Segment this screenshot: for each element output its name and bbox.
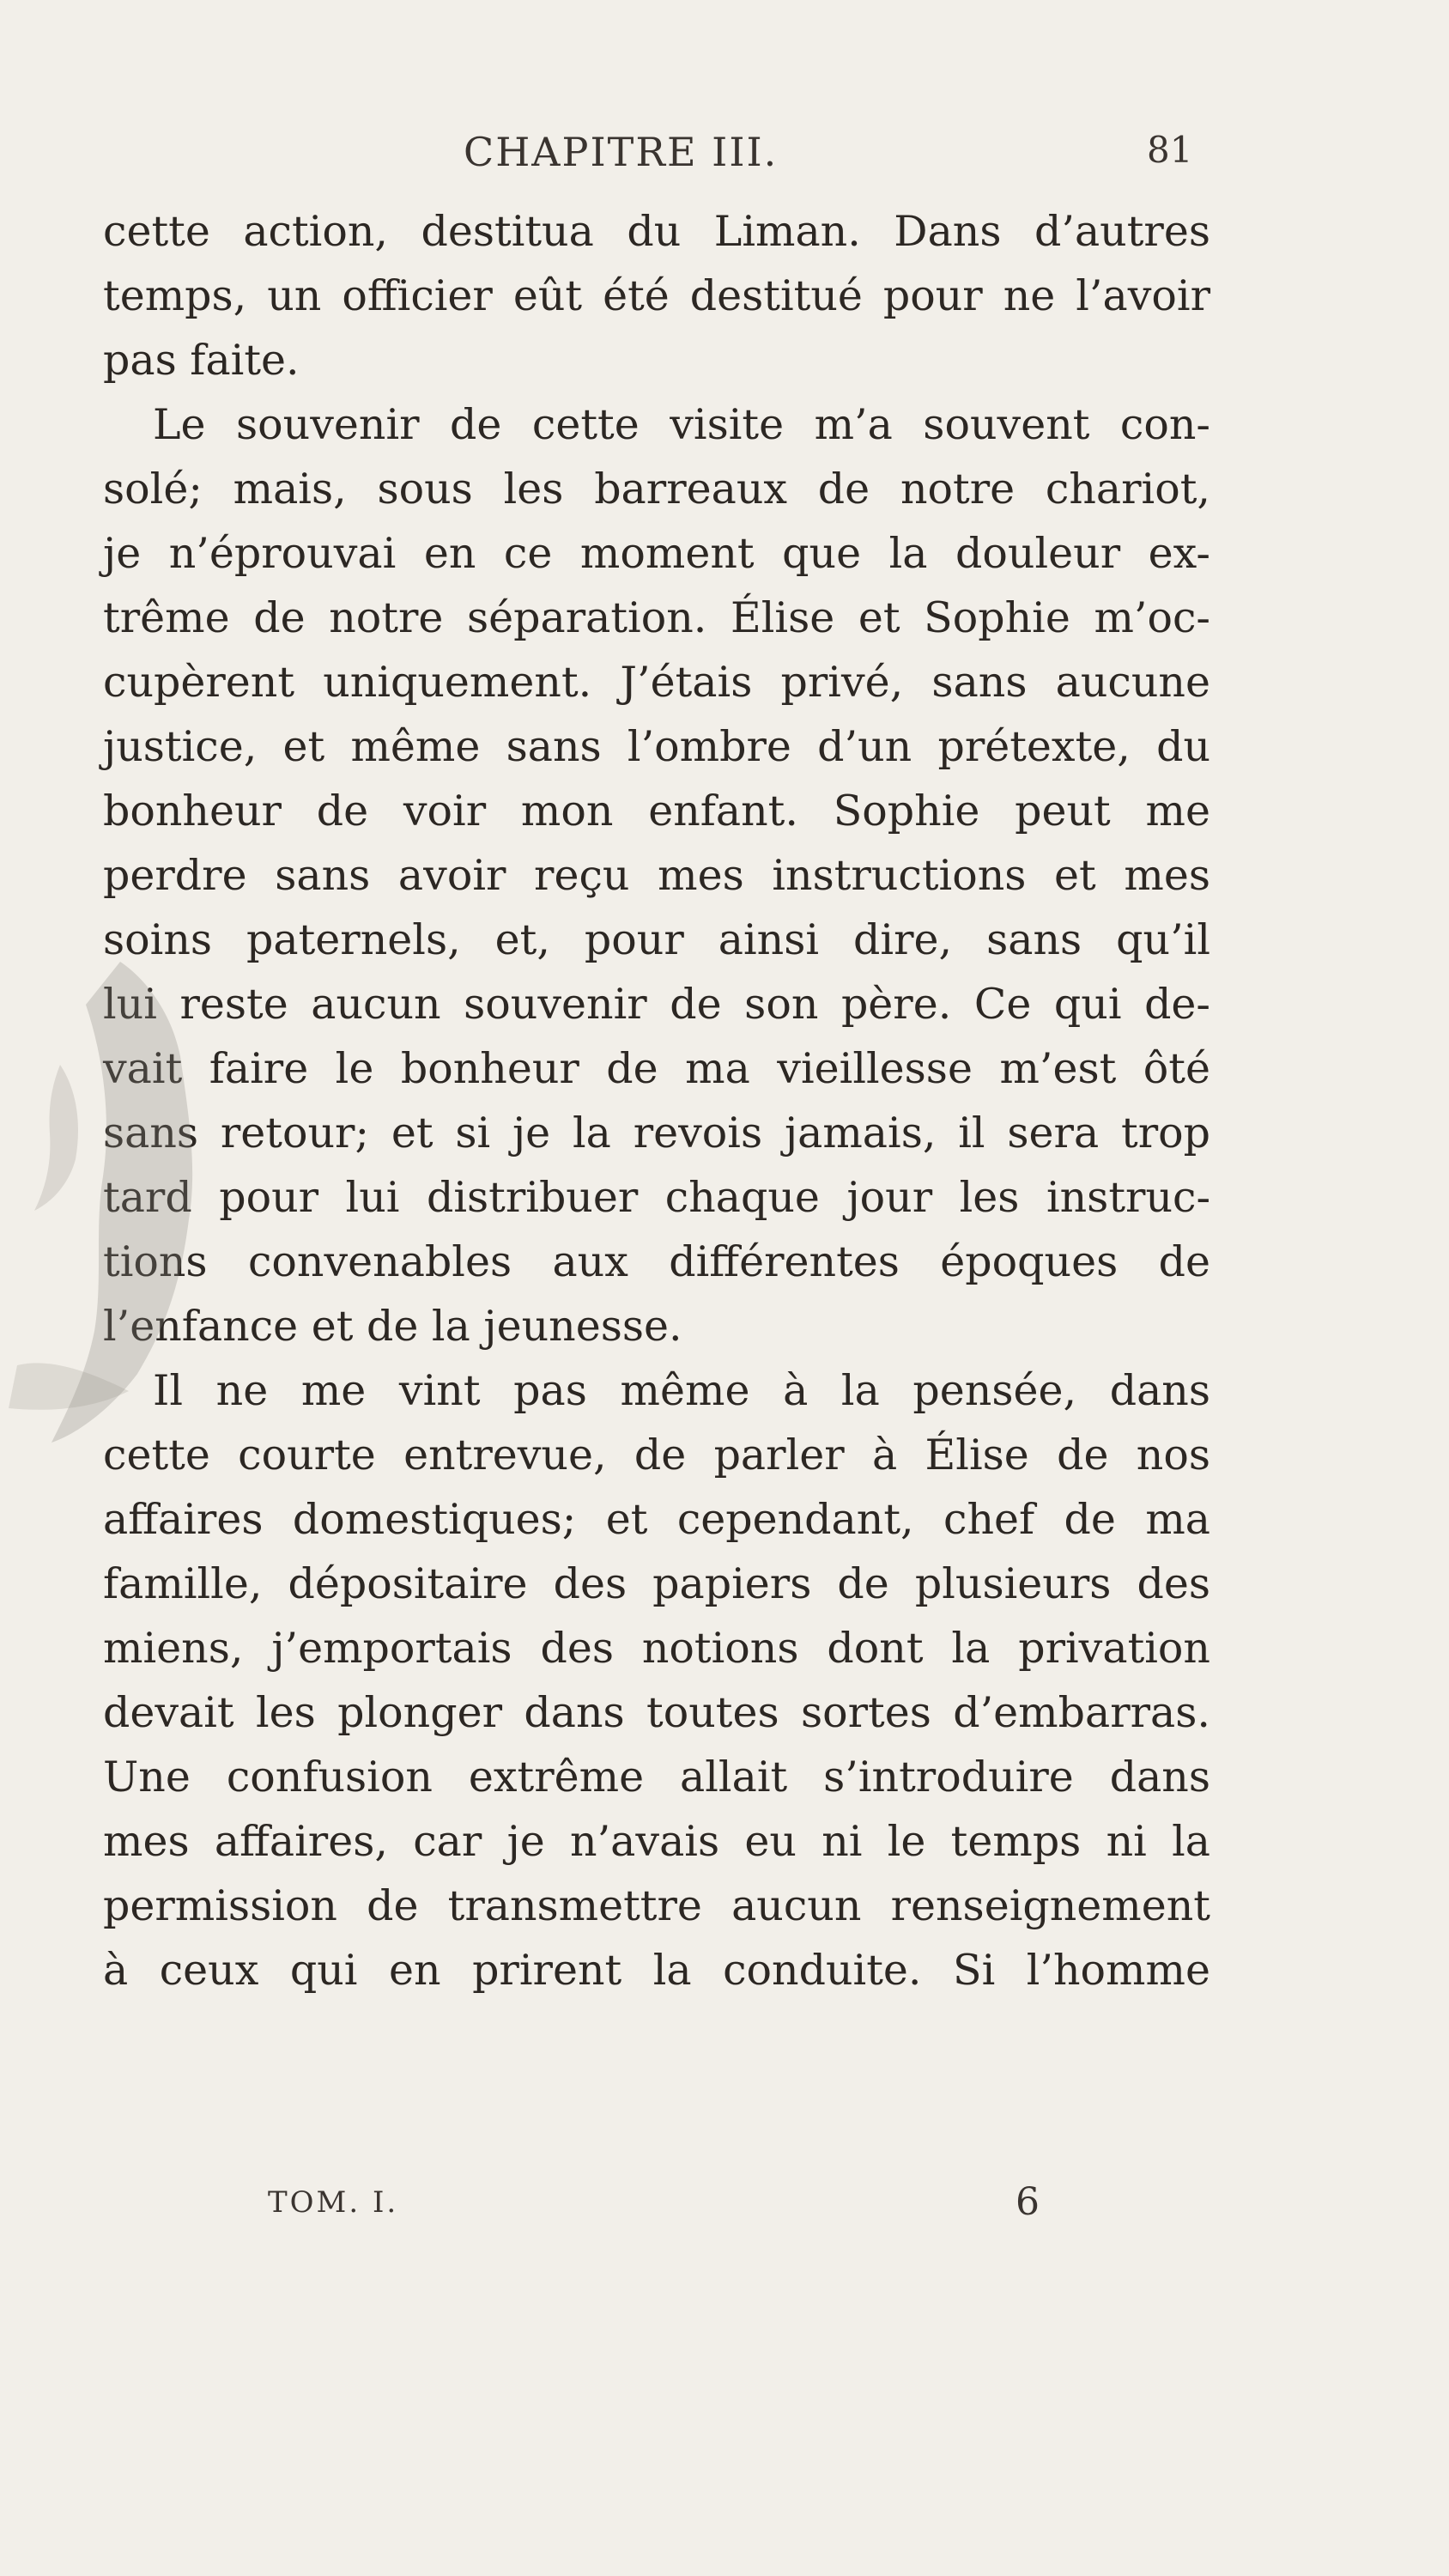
text-line: miens, j’emportais des notions dont la privation (103, 1624, 1210, 1673)
text-line: sans retour; et si je la revois jamais, il sera trop (103, 1109, 1210, 1157)
text-line: famille, dépositaire des papiers de plusieurs des (103, 1559, 1210, 1608)
text-line: soins paternels, et, pour ainsi dire, sans qu’il (103, 915, 1210, 964)
text-line: perdre sans avoir reçu mes instructions et mes (103, 851, 1210, 900)
text-line: cette courte entrevue, de parler à Élise de nos (103, 1431, 1210, 1479)
text-line: cupèrent uniquement. J’étais privé, sans aucune (103, 658, 1210, 707)
text-line: Une confusion extrême allait s’introduire dans (103, 1753, 1210, 1801)
text-line: bonheur de voir mon enfant. Sophie peut me (103, 787, 1210, 835)
text-line: l’enfance et de la jeunesse. (103, 1302, 682, 1351)
text-line: justice, et même sans l’ombre d’un prétexte, du (103, 722, 1210, 771)
text-line: mes affaires, car je n’avais eu ni le temps ni la (103, 1817, 1210, 1866)
text-line: solé; mais, sous les barreaux de notre chariot, (103, 465, 1210, 513)
text-line: à ceux qui en prirent la conduite. Si l’homme (103, 1946, 1210, 1995)
text-line: devait les plonger dans toutes sortes d’embarras. (103, 1688, 1210, 1737)
text-line: affaires domestiques; et cependant, chef de ma (103, 1495, 1210, 1544)
text-line: tions convenables aux différentes époques de (103, 1237, 1210, 1286)
text-line: je n’éprouvai en ce moment que la douleur ex- (103, 529, 1210, 578)
signature-number: 6 (1016, 2180, 1040, 2224)
text-line: lui reste aucun souvenir de son père. Ce qui de- (103, 980, 1210, 1029)
page-number: 81 (1147, 129, 1193, 171)
text-line: permission de transmettre aucun renseignement (103, 1881, 1210, 1930)
text-line: temps, un officier eût été destitué pour ne l’avoir (103, 271, 1210, 320)
page-footer (0, 2180, 1449, 2237)
page-header (0, 129, 1449, 189)
paragraph-start-line: Le souvenir de cette visite m’a souvent con- (153, 400, 1210, 449)
ink-stain (0, 927, 309, 1451)
text-line: vait faire le bonheur de ma vieillesse m’est ôté (103, 1044, 1210, 1093)
text-line: tard pour lui distribuer chaque jour les instruc- (103, 1173, 1210, 1222)
running-head: CHAPITRE III. (464, 129, 779, 175)
paragraph-start-line: Il ne me vint pas même à la pensée, dans (153, 1366, 1210, 1415)
text-line: pas faite. (103, 336, 300, 385)
text-line: cette action, destitua du Liman. Dans d’autres (103, 207, 1210, 256)
signature-mark: TOM. I. (268, 2185, 399, 2220)
text-line: trême de notre séparation. Élise et Sophie m’oc- (103, 593, 1210, 642)
